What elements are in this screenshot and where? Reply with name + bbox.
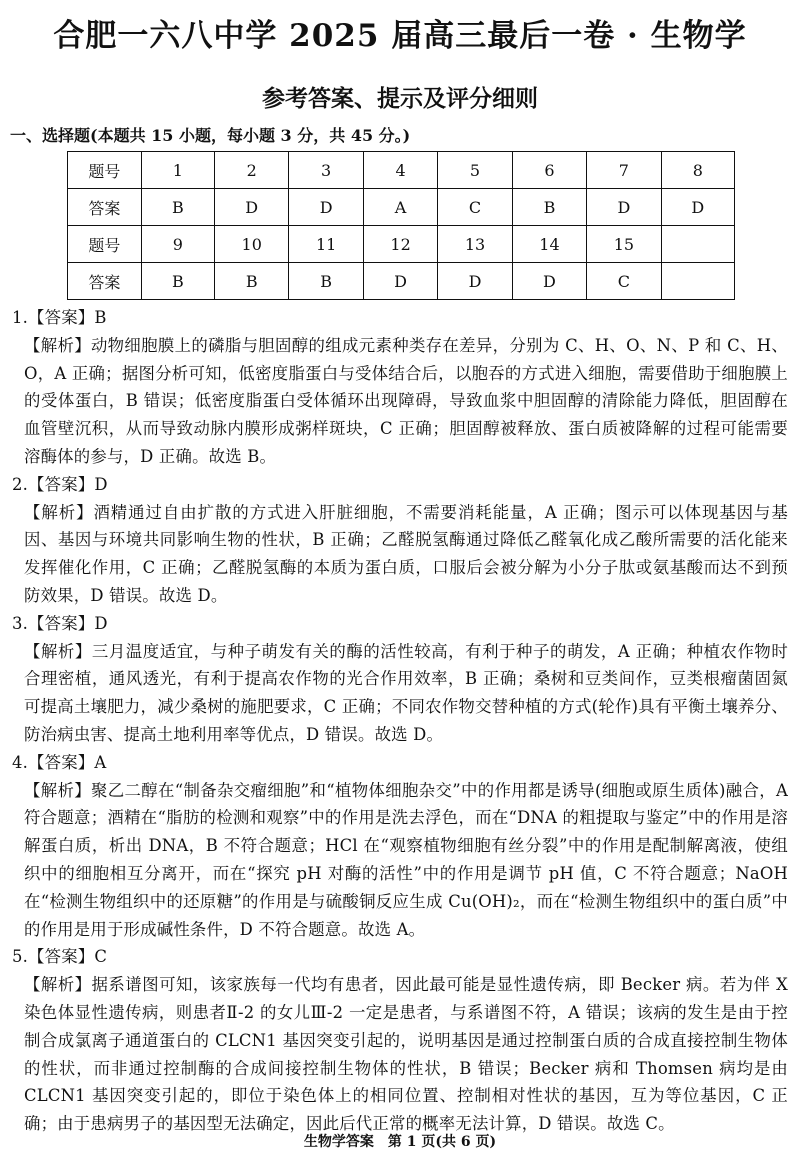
table-cell: D <box>438 263 512 300</box>
table-cell: A <box>363 189 437 226</box>
table-row <box>68 152 735 189</box>
question-4 <box>12 749 788 944</box>
table-cell: 7 <box>587 152 661 189</box>
answer-label: 4.【答案】A <box>12 752 107 772</box>
table-cell: 14 <box>512 226 586 263</box>
section-heading-choice: 一、选择题(本题共 15 小题，每小题 3 分，共 45 分。) <box>10 126 411 145</box>
analysis-text: 【解析】酒精通过自由扩散的方式进入肝脏细胞，不需要消耗能量，A 正确；图示可以体现基因与基因、基因与环境共同影响生物的性状，B 正确；乙醛脱氢酶通过降低乙醛氧化成乙酸所需要的活化能来发挥催化作用，C 正确；乙醛脱氢酶的本质为蛋白质，口服后会被分解为小分子肽或氨基酸而达不到预防效果，D 错误。故选 D。 <box>24 502 788 605</box>
table-cell: 15 <box>587 226 661 263</box>
page-subtitle: 参考答案、提示及评分细则 <box>262 85 538 112</box>
table-cell: B <box>289 263 363 300</box>
table-cell: D <box>363 263 437 300</box>
question-3 <box>12 610 788 749</box>
question-1 <box>12 304 788 471</box>
table-cell: 题号 <box>68 152 142 189</box>
answer-table <box>67 151 735 300</box>
answer-label: 1.【答案】B <box>12 308 107 327</box>
table-cell: B <box>512 189 586 226</box>
explanations <box>12 304 788 1138</box>
table-cell: 6 <box>512 152 586 189</box>
analysis-text: 【解析】三月温度适宜，与种子萌发有关的酶的活性较高，有利于种子的萌发，A 正确；种植农作物时合理密植，通风透光，有利于提高农作物的光合作用效率，B 正确；桑树和豆类间作，豆类根瘤菌固氮可提高土壤肥力，减少桑树的施肥要求，C 正确；不同农作物交替种植的方式(轮作)具有平衡土壤养分、防治病虫害、提高土地利用率等优点，D 错误。故选 D。 <box>24 641 788 744</box>
table-cell: B <box>141 263 214 300</box>
table-cell: 2 <box>214 152 288 189</box>
question-5 <box>12 943 788 1138</box>
table-cell: 10 <box>214 226 288 263</box>
analysis-text: 【解析】聚乙二醇在“制备杂交瘤细胞”和“植物体细胞杂交”中的作用都是诱导(细胞或原生质体)融合，A 符合题意；酒精在“脂肪的检测和观察”中的作用是洗去浮色，而在“DNA 的粗提取与鉴定”中的作用是溶解蛋白质，析出 DNA，B 不符合题意；HCl 在“观察植物细胞有丝分裂”中的作用是配制解离液，使组织中的细胞相互分离开，而在“探究 pH 对酶的活性”中的作用是调节 pH 值，C 不符合题意；NaOH 在“检测生物组织中的还原糖”的作用是与硫酸铜反应生成 Cu(OH)₂，而在“检测生物组织中的蛋白质”中的作用是用于形成碱性条件，D 不符合题意。故选 A。 <box>24 780 788 939</box>
table-row <box>68 226 735 263</box>
question-2 <box>12 471 788 610</box>
answer-label: 5.【答案】C <box>12 947 108 967</box>
table-cell: 11 <box>289 226 363 263</box>
answer-label: 2.【答案】D <box>12 474 108 494</box>
table-cell: D <box>512 263 586 300</box>
table-cell: 3 <box>289 152 363 189</box>
table-cell: 4 <box>363 152 437 189</box>
table-cell: 13 <box>438 226 512 263</box>
table-cell: D <box>289 189 363 226</box>
table-cell: B <box>141 189 214 226</box>
table-row <box>68 189 735 226</box>
table-cell: D <box>214 189 288 226</box>
table-cell: 答案 <box>68 263 142 300</box>
table-cell: D <box>661 189 734 226</box>
table-cell: 答案 <box>68 189 142 226</box>
table-cell: C <box>438 189 512 226</box>
table-cell <box>661 226 734 263</box>
page-footer: 生物学答案 第 1 页(共 6 页) <box>303 1134 497 1150</box>
table-cell: 8 <box>661 152 734 189</box>
page-title: 合肥一六八中学 2025 届高三最后一卷 · 生物学 <box>53 18 747 54</box>
table-cell: D <box>587 189 661 226</box>
table-cell: 12 <box>363 226 437 263</box>
table-cell: 1 <box>141 152 214 189</box>
table-cell: 5 <box>438 152 512 189</box>
table-row <box>68 263 735 300</box>
table-cell <box>661 263 734 300</box>
table-cell: B <box>214 263 288 300</box>
answer-label: 3.【答案】D <box>12 613 108 633</box>
table-cell: 9 <box>141 226 214 263</box>
table-cell: C <box>587 263 661 300</box>
analysis-text: 【解析】据系谱图可知，该家族每一代均有患者，因此最可能是显性遗传病，即 Becker 病。若为伴 X 染色体显性遗传病，则患者Ⅱ-2 的女儿Ⅲ-2 一定是患者，与系谱图不符，A 错误；该病的发生是由于控制合成氯离子通道蛋白的 CLCN1 基因突变引起的，说明基因是通过控制蛋白质的合成直接控制生物体的性状，而非通过控制酶的合成间接控制生物体的性状，B 错误；Becker 病和 Thomsen 病均是由 CLCN1 基因突变引起的，即位于染色体上的相同位置、控制相对性状的基因，互为等位基因，C 正确；由于患病男子的基因型无法确定，因此后代正常的概率无法计算，D 错误。故选 C。 <box>24 975 788 1134</box>
analysis-text: 【解析】动物细胞膜上的磷脂与胆固醇的组成元素种类存在差异，分别为 C、H、O、N、P 和 C、H、O，A 正确；据图分析可知，低密度脂蛋白与受体结合后，以胞吞的方式进入细胞，需要借助于细胞膜上的受体蛋白，B 错误；低密度脂蛋白受体循环出现障碍，导致血浆中胆固醇的清除能力降低，胆固醇在血管壁沉积，从而导致动脉内膜形成粥样斑块，C 正确；胆固醇被释放、蛋白质被降解的过程可能需要溶酶体的参与，D 正确。故选 B。 <box>24 335 788 466</box>
table-cell: 题号 <box>68 226 142 263</box>
